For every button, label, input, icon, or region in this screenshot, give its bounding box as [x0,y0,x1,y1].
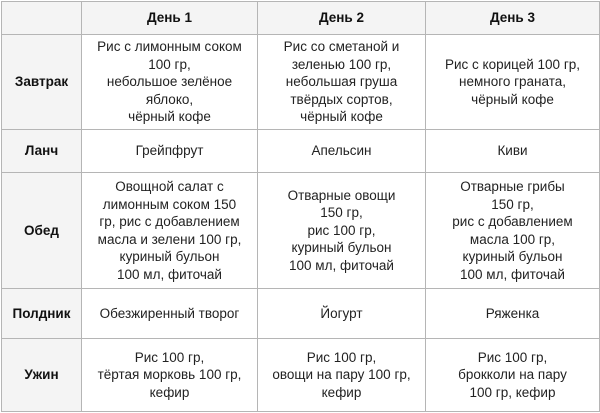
menu-cell: Рис 100 гр, овощи на пару 100 гр, кефир [258,339,426,412]
header-row [2,2,600,35]
day-2-header: День 2 [258,2,426,35]
meal-label: Обед [2,173,82,289]
menu-cell: Рис 100 гр, тёртая морковь 100 гр, кефир [82,339,258,412]
diet-menu-table [1,1,600,412]
menu-cell: Грейпфрут [82,130,258,173]
menu-cell: Отварные грибы 150 гр, рис с добавлением масла 100 гр, куриный бульон 100 мл, фиточай [426,173,600,289]
menu-cell: Овощной салат с лимонным соком 150 гр, рис с добавлением масла и зелени 100 гр, куриный бульон 100 мл, фиточай [82,173,258,289]
menu-cell: Отварные овощи 150 гр, рис 100 гр, куриный бульон 100 мл, фиточай [258,173,426,289]
menu-cell: Ряженка [426,289,600,339]
table-row [2,339,600,412]
corner-cell [2,2,82,35]
table-row [2,173,600,289]
menu-cell: Рис с корицей 100 гр, немного граната, чёрный кофе [426,35,600,130]
day-1-header: День 1 [82,2,258,35]
table-row [2,35,600,130]
meal-label: Полдник [2,289,82,339]
table-row [2,130,600,173]
menu-cell: Йогурт [258,289,426,339]
menu-cell: Рис со сметаной и зеленью 100 гр, небольшая груша твёрдых сортов, чёрный кофе [258,35,426,130]
meal-label: Ужин [2,339,82,412]
menu-cell: Рис 100 гр, брокколи на пару 100 гр, кефир [426,339,600,412]
menu-cell: Киви [426,130,600,173]
meal-label: Ланч [2,130,82,173]
menu-cell: Апельсин [258,130,426,173]
meal-label: Завтрак [2,35,82,130]
menu-cell: Обезжиренный творог [82,289,258,339]
day-3-header: День 3 [426,2,600,35]
table-row [2,289,600,339]
menu-cell: Рис с лимонным соком 100 гр, небольшое зелёное яблоко, чёрный кофе [82,35,258,130]
